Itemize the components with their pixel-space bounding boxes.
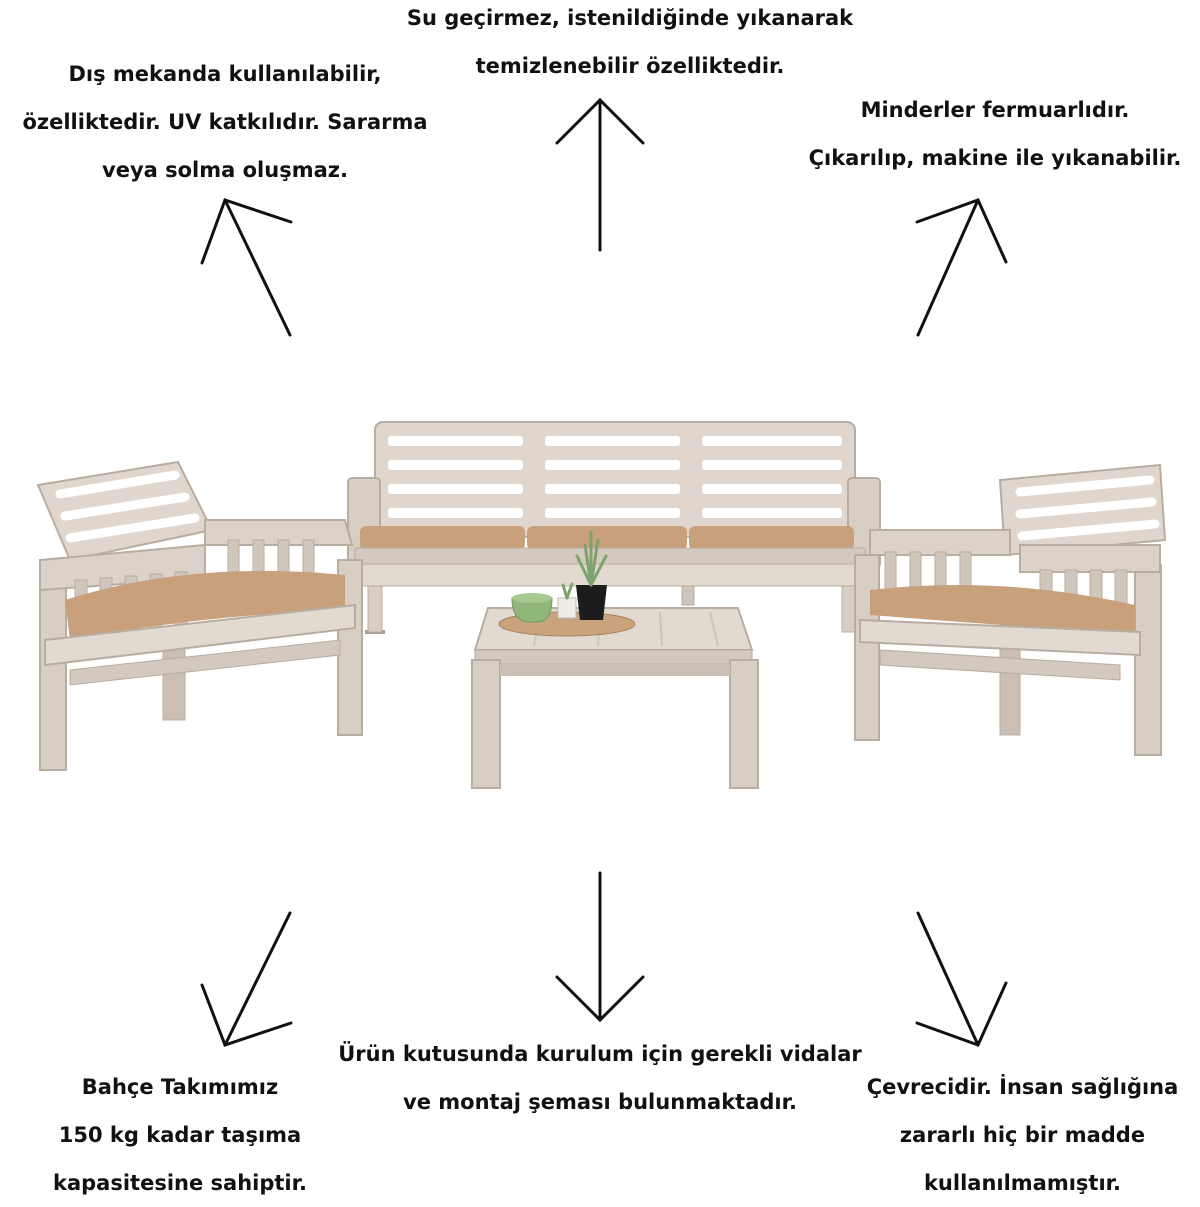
caption-line: Ürün kutusunda kurulum için gerekli vidalar	[338, 1042, 862, 1066]
left-armchair-illustration	[38, 462, 362, 770]
caption-line: temizlenebilir özelliktedir.	[475, 54, 785, 78]
caption-line: kullanılmamıştır.	[923, 1171, 1122, 1195]
arrow-up-icon	[557, 100, 643, 250]
arrow-down-left-icon	[202, 913, 291, 1045]
caption-line: veya solma oluşmaz.	[102, 158, 348, 182]
arrow-down-icon	[557, 873, 643, 1020]
caption-line: Çıkarılıp, makine ile yıkanabilir.	[808, 146, 1182, 170]
caption-line: 150 kg kadar taşıma	[58, 1123, 302, 1147]
caption-line: özelliktedir. UV katkılıdır. Sararma	[22, 110, 428, 134]
caption-line: Dış mekanda kullanılabilir,	[68, 62, 382, 86]
arrow-up-right-icon	[917, 200, 1006, 335]
arrow-up-left-icon	[202, 200, 291, 335]
sofa-illustration	[348, 422, 880, 634]
caption-line: Su geçirmez, istenildiğinde yıkanarak	[406, 6, 854, 30]
caption-line: Bahçe Takımımız	[81, 1075, 279, 1099]
caption-line: ve montaj şeması bulunmaktadır.	[403, 1090, 797, 1114]
arrow-down-right-icon	[917, 913, 1006, 1045]
caption-line: kapasitesine sahiptir.	[53, 1171, 307, 1195]
caption-line: zararlı hiç bir madde	[899, 1123, 1146, 1147]
caption-line: Çevrecidir. İnsan sağlığına	[866, 1075, 1179, 1099]
right-armchair-illustration	[855, 465, 1165, 755]
caption-line: Minderler fermuarlıdır.	[860, 98, 1130, 122]
